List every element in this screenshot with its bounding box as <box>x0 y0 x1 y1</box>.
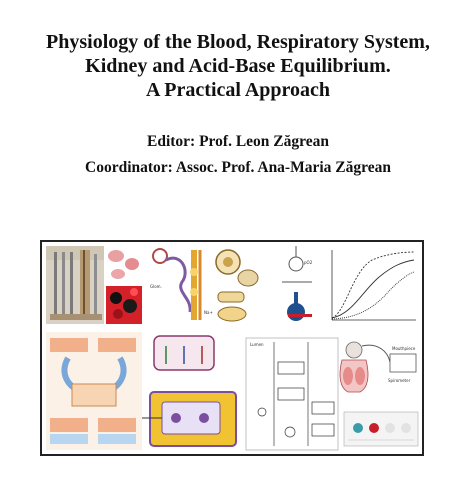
title-line-1: Physiology of the Blood, Respiratory System, <box>46 31 430 53</box>
cover-image-collage <box>40 240 424 456</box>
flask-diagram-panel <box>282 246 313 321</box>
svg-text:Glom.: Glom. <box>150 284 162 289</box>
tubular-transport-diagram-panel <box>142 336 236 446</box>
editor-credit: Editor: Prof. Leon Zăgrean <box>147 133 329 150</box>
collage-illustrations <box>42 242 422 454</box>
cell-cross-section-panel <box>216 250 258 321</box>
svg-text:Mouthpiece: Mouthpiece <box>392 346 416 351</box>
manometer-photo-panel <box>46 246 104 324</box>
svg-text:Spirometer: Spirometer <box>388 378 411 383</box>
red-blood-cells-panel <box>106 246 142 324</box>
title-line-3: A Practical Approach <box>145 79 331 101</box>
book-title <box>0 30 476 102</box>
nephron-diagram-panel <box>150 249 213 320</box>
title-line-2: Kidney and Acid-Base Equilibrium. <box>85 55 391 77</box>
svg-text:Lumen: Lumen <box>250 342 264 347</box>
dissociation-curves-chart-panel <box>332 250 416 320</box>
blood-typing-plate-panel <box>344 412 418 446</box>
coordinator-credit: Coordinator: Assoc. Prof. Ana-Maria Zăgrean <box>85 159 391 176</box>
svg-text:Na+: Na+ <box>204 310 213 315</box>
capillary-exchange-diagram-panel <box>46 332 142 450</box>
svg-text:pO2: pO2 <box>304 260 313 265</box>
acid-base-flowchart-panel <box>246 338 338 450</box>
spirometer-diagram-panel <box>340 342 416 392</box>
